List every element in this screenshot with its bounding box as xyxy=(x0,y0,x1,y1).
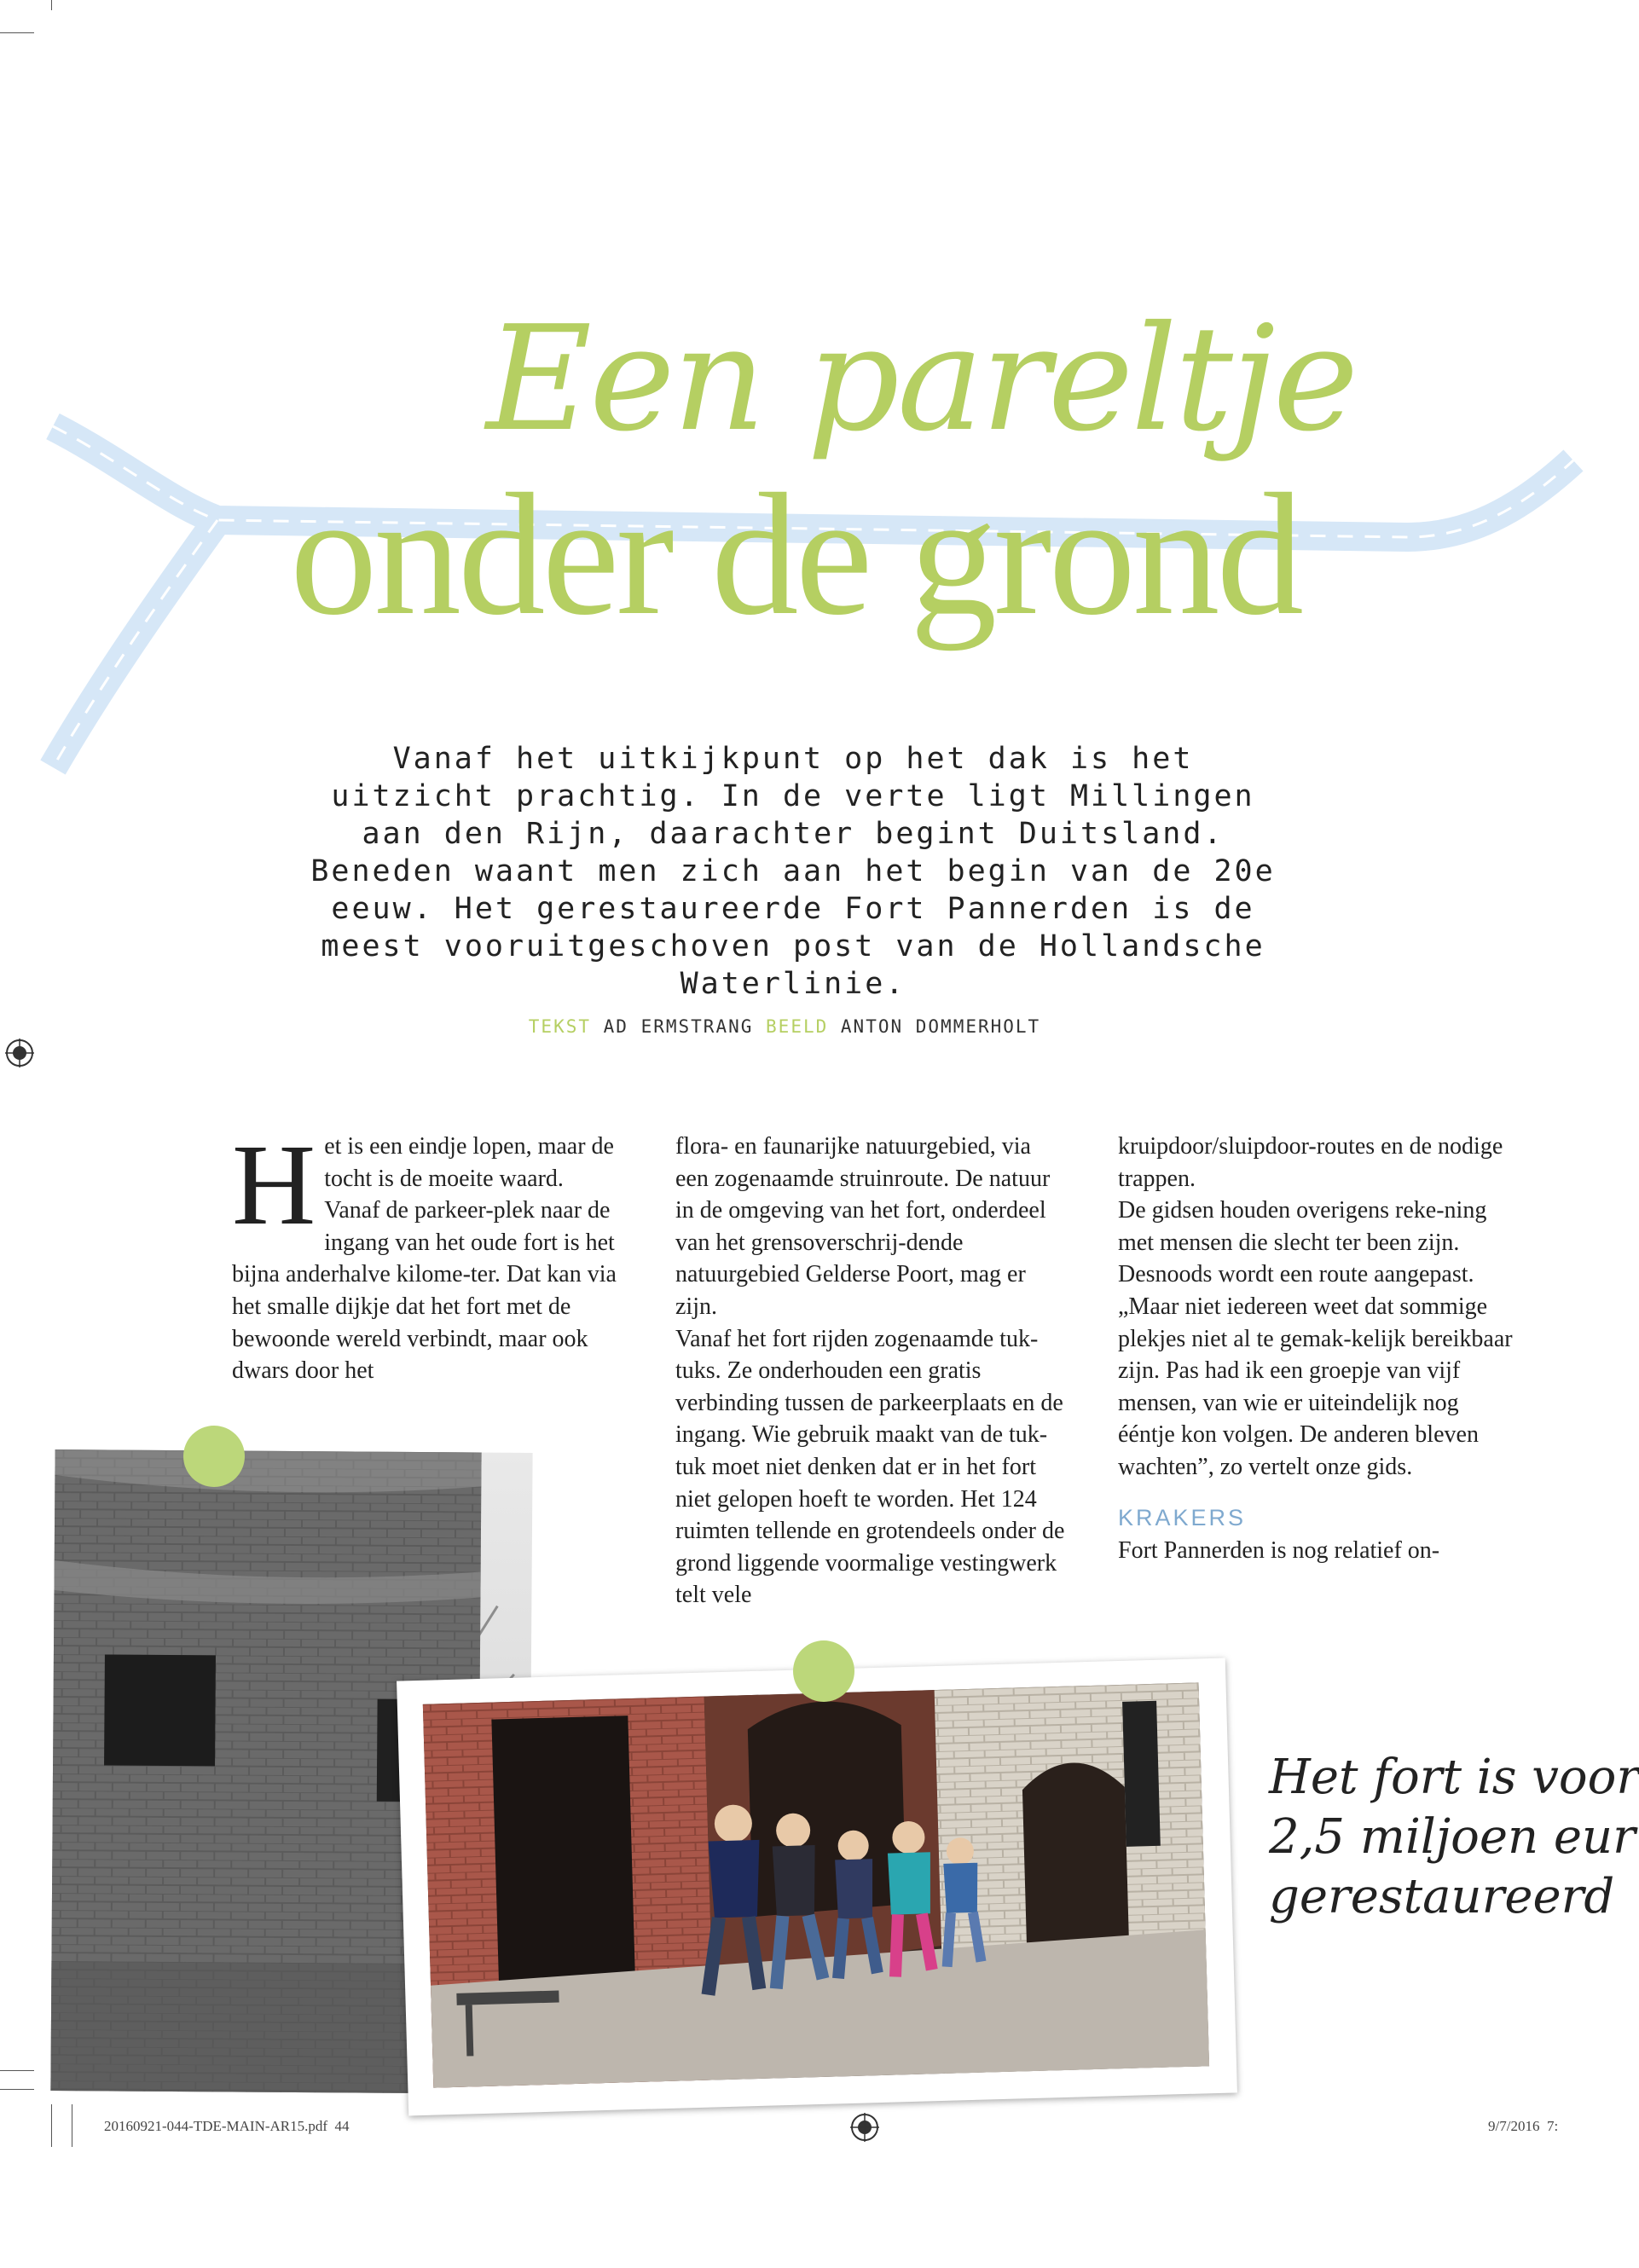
registration-mark-icon xyxy=(5,1039,34,1067)
section-subhead: KRAKERS xyxy=(1118,1504,1247,1530)
pull-quote-line: gerestaureerd xyxy=(1269,1869,1615,1924)
green-dot-decoration xyxy=(183,1426,245,1487)
pull-quote xyxy=(1269,1748,1639,1927)
green-dot-decoration xyxy=(793,1640,854,1702)
crop-mark xyxy=(51,2104,52,2147)
article-column-2 xyxy=(675,1131,1068,1611)
intro-paragraph: Vanaf het uitkijkpunt op het dak is het uitzicht prachtig. In de verte ligt Millingen aan den Rijn, daarachter begint Duitsland. Beneden waant men zich aan het begin van de 20e eeuw. Het gerestaureerde Fort Pannerden is de meest vooruitgeschoven post van de Hollandsche Waterlinie. xyxy=(310,742,1276,1001)
credits-author: AD ERMSTRANG xyxy=(603,1016,754,1037)
column2-paragraph: Vanaf het fort rijden zogenaamde tuk-tuks. Ze onderhouden een gratis verbinding tussen de parkeerplaats en de ingang. Wie gebruik maakt van de tuk-tuk moet niet denken dat er in het fort niet gelopen hoeft te worden. Het 124 ruimten tellende en grotendeels onder de grond liggende voormalige vestingwerk telt vele xyxy=(675,1325,1065,1609)
headline-line1: Een pareltje xyxy=(486,295,1357,464)
column2-paragraph: flora- en faunarijke natuurgebied, via een zogenaamde struinroute. De natuur in de omgeving van het fort, onderdeel van het grensoverschrij-dende natuurgebied Gelderse Poort, mag er zijn. xyxy=(675,1133,1051,1320)
headline-line2: onder de grond xyxy=(290,458,1301,651)
footer-filename: 20160921-044-TDE-MAIN-AR15.pdf 44 xyxy=(104,2118,350,2134)
column1-text: et is een eindje lopen, maar de tocht is de moeite waard. Vanaf de parkeer-plek naar de ingang van het oude fort is het bijna anderhalve kilome-ter. Dat kan via het smalle dijkje dat het fort met de bewoonde wereld verbindt, maar ook dwars door het xyxy=(232,1133,617,1385)
column3-paragraph: De gidsen houden overigens reke-ning met mensen die slecht ter been zijn. Desnoods wordt een route aangepast. „Maar niet iedereen weet dat sommige plekjes niet al te gemak-kelijk bereikbaar zijn. Pas had ik een groepje van vijf mensen, van wie er uiteindelijk nog ééntje kon volgen. De anderen bleven wachten”, zo vertelt onze gids. xyxy=(1118,1197,1513,1480)
route-line xyxy=(53,520,217,767)
children-running-photo xyxy=(397,1658,1237,2116)
column3-paragraph: kruipdoor/sluipdoor-routes en de nodige trappen. xyxy=(1118,1133,1503,1192)
crop-mark xyxy=(0,2070,34,2071)
pull-quote-line: Het fort is voor xyxy=(1269,1750,1639,1805)
article-column-3 xyxy=(1118,1131,1519,1566)
article-column-1 xyxy=(232,1121,624,1387)
pull-quote-line: 2,5 miljoen eur xyxy=(1269,1809,1636,1865)
footer-date: 9/7/2016 7: xyxy=(1488,2118,1559,2134)
crop-mark xyxy=(0,2089,34,2090)
credits-photographer: ANTON DOMMERHOLT xyxy=(840,1016,1041,1037)
credits-text-label: TEKST xyxy=(528,1016,591,1037)
drop-cap: H xyxy=(232,1121,316,1249)
column3-paragraph: Fort Pannerden is nog relatief on- xyxy=(1118,1536,1440,1564)
credits-photo-label: BEELD xyxy=(766,1016,829,1037)
credits xyxy=(256,1016,1313,1037)
registration-mark-icon xyxy=(850,2113,879,2142)
